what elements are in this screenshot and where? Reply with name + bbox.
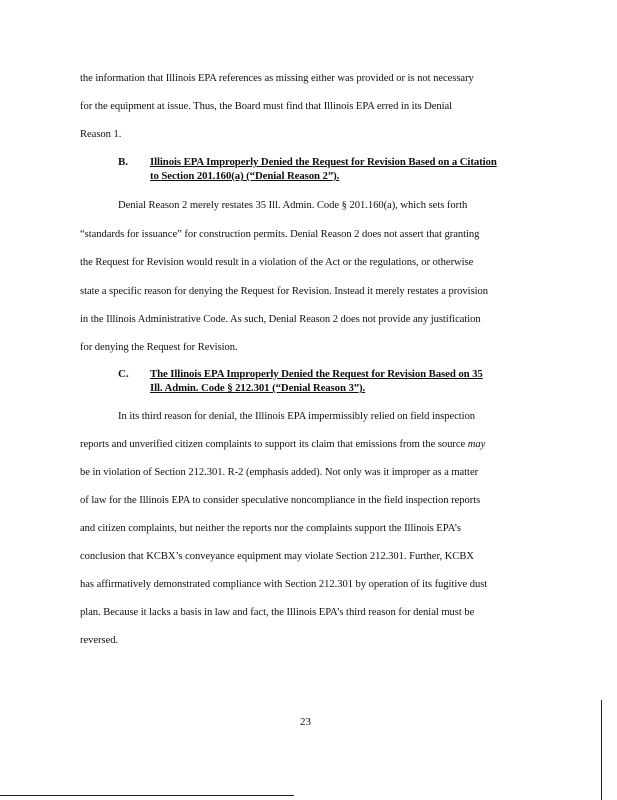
para2-line-4: state a specific reason for denying the Request for Revision. Instead it merely restates a provision [80, 286, 489, 297]
page-number: 23 [300, 716, 311, 728]
para3-line-8: plan. Because it lacks a basis in law and fact, the Illinois EPA’s third reason for denial must be [80, 607, 475, 618]
para3-line-3: be in violation of Section 212.301. R-2 (emphasis added). Not only was it improper as a matter [80, 467, 479, 478]
section-c-title-line-1: The Illinois EPA Improperly Denied the Request for Revision Based on 35 [150, 368, 483, 380]
para3-line-2 [80, 438, 485, 452]
para1-line-2: for the equipment at issue. Thus, the Board must find that Illinois EPA erred in its Denial [80, 101, 453, 112]
emphasis-may: may [467, 439, 486, 450]
para1-line-1: the information that Illinois EPA references as missing either was provided or is not necessary [80, 73, 474, 84]
footnote-divider [0, 795, 294, 796]
section-c-letter: C. [118, 368, 129, 380]
para2-line-3: the Request for Revision would result in a violation of the Act or the regulations, or otherwise [80, 257, 474, 268]
section-b-title-line-1: Illinois EPA Improperly Denied the Request for Revision Based on a Citation [150, 156, 497, 168]
para3-line-2-text: reports and unverified citizen complaints to support its claim that emissions from the source may [80, 439, 486, 450]
section-c-title-line-2: Ill. Admin. Code § 212.301 (“Denial Reason 3”). [150, 382, 366, 394]
para3-line-7: has affirmatively demonstrated compliance with Section 212.301 by operation of its fugitive dust [80, 579, 488, 590]
para3-line-9: reversed. [80, 635, 119, 646]
para2-line-1: Denial Reason 2 merely restates 35 Ill. Admin. Code § 201.160(a), which sets forth [118, 200, 468, 211]
section-b-letter: B. [118, 156, 129, 168]
para2-line-6: for denying the Request for Revision. [80, 342, 238, 353]
para2-line-2: “standards for issuance” for construction permits. Denial Reason 2 does not assert that granting [80, 229, 480, 240]
scan-edge-line [601, 700, 602, 800]
para3-line-1: In its third reason for denial, the Illinois EPA impermissibly relied on field inspection [118, 411, 476, 422]
para3-line-6: conclusion that KCBX’s conveyance equipment may violate Section 212.301. Further, KCBX [80, 551, 474, 562]
para3-line-4: of law for the Illinois EPA to consider speculative noncompliance in the field inspection reports [80, 495, 481, 506]
para2-line-5: in the Illinois Administrative Code. As such, Denial Reason 2 does not provide any justification [80, 314, 481, 325]
para1-line-3: Reason 1. [80, 129, 122, 140]
section-b-title-line-2: to Section 201.160(a) (“Denial Reason 2”). [150, 170, 340, 182]
para3-line-5: and citizen complaints, but neither the reports nor the complaints support the Illinois EPA’s [80, 523, 461, 534]
